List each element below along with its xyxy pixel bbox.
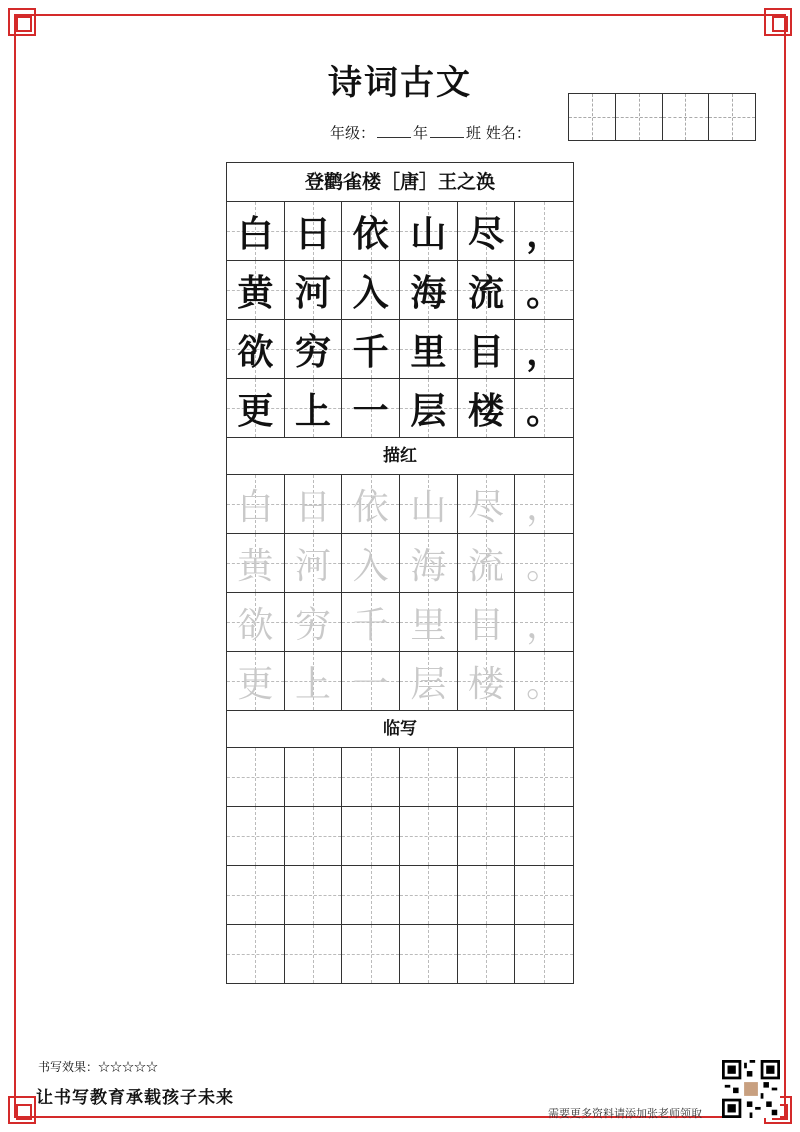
grid-row — [227, 379, 573, 438]
character: 白 — [237, 486, 274, 528]
contact-note: 需要更多资料请添加张老师领取 — [548, 1107, 702, 1120]
corner-ornament — [764, 8, 792, 36]
grid-cell[interactable] — [400, 748, 458, 806]
character: 一 — [352, 389, 389, 432]
character: 千 — [352, 604, 389, 646]
grid-cell — [285, 202, 343, 260]
grid-cell — [400, 652, 458, 710]
character: 层 — [410, 663, 447, 705]
grid-row — [227, 261, 573, 320]
character: 流 — [468, 271, 505, 314]
grid-cell — [227, 652, 285, 710]
grid-cell — [458, 320, 516, 378]
character: ， — [526, 604, 563, 646]
student-info — [330, 122, 531, 143]
grid-row — [227, 475, 573, 534]
character: 目 — [468, 330, 505, 373]
character: 欲 — [237, 330, 274, 373]
character: 更 — [237, 389, 274, 432]
grid-cell — [227, 593, 285, 651]
grid-cell — [342, 652, 400, 710]
character: 海 — [410, 545, 447, 587]
grid-cell — [458, 652, 516, 710]
grade-label: 年级： — [330, 124, 376, 142]
character: 日 — [295, 212, 332, 255]
grid-cell[interactable] — [400, 866, 458, 924]
character: 黄 — [237, 271, 274, 314]
character: 穷 — [295, 330, 332, 373]
grid-cell — [400, 593, 458, 651]
model-text-grid — [227, 202, 573, 438]
grid-cell — [285, 534, 343, 592]
grid-cell[interactable] — [342, 807, 400, 865]
practice-sheet — [226, 162, 574, 984]
grid-cell — [227, 261, 285, 319]
character: 楼 — [468, 663, 505, 705]
grid-cell[interactable] — [515, 748, 573, 806]
grid-cell[interactable] — [342, 866, 400, 924]
copy-section-title: 临写 — [227, 711, 573, 748]
grid-cell — [515, 652, 573, 710]
grid-cell — [342, 534, 400, 592]
name-cell[interactable] — [663, 94, 710, 140]
grid-cell — [515, 320, 573, 378]
character: 海 — [410, 271, 447, 314]
grid-cell[interactable] — [515, 807, 573, 865]
name-cell[interactable] — [616, 94, 663, 140]
character: 河 — [295, 545, 332, 587]
character: 尽 — [468, 486, 505, 528]
grid-cell — [342, 320, 400, 378]
grid-cell[interactable] — [458, 748, 516, 806]
grid-row — [227, 534, 573, 593]
grid-cell[interactable] — [458, 925, 516, 983]
grid-cell — [227, 534, 285, 592]
grid-cell — [342, 475, 400, 533]
grid-cell — [342, 593, 400, 651]
character: 依 — [352, 212, 389, 255]
character: 入 — [352, 545, 389, 587]
slogan: 让书写教育承载孩子未来 — [36, 1088, 234, 1108]
class-blank[interactable] — [430, 125, 464, 138]
grid-cell[interactable] — [458, 866, 516, 924]
grid-row — [227, 807, 573, 866]
corner-ornament — [8, 8, 36, 36]
year-label: 年 — [413, 124, 429, 142]
grid-cell[interactable] — [458, 807, 516, 865]
grid-cell — [458, 379, 516, 437]
character: 河 — [295, 271, 332, 314]
grid-cell — [342, 261, 400, 319]
grid-cell — [515, 261, 573, 319]
grid-cell — [227, 320, 285, 378]
corner-ornament — [8, 1096, 36, 1124]
grid-cell — [400, 320, 458, 378]
grid-cell — [285, 261, 343, 319]
trace-section-title: 描红 — [227, 438, 573, 475]
grid-cell — [285, 593, 343, 651]
character: 入 — [352, 271, 389, 314]
character: 。 — [526, 663, 563, 705]
grid-cell — [515, 202, 573, 260]
character: 一 — [352, 663, 389, 705]
name-writing-box[interactable] — [568, 93, 756, 141]
grid-cell — [400, 379, 458, 437]
character: 白 — [237, 212, 274, 255]
grid-row — [227, 320, 573, 379]
grid-row — [227, 652, 573, 711]
character: 里 — [410, 604, 447, 646]
grid-row — [227, 925, 573, 983]
character: 日 — [295, 486, 332, 528]
grid-cell[interactable] — [227, 748, 285, 806]
poem-heading: 登鹳雀楼［唐］王之涣 — [227, 163, 573, 202]
grid-cell[interactable] — [515, 866, 573, 924]
grid-cell[interactable] — [285, 866, 343, 924]
character: 楼 — [468, 389, 505, 432]
grid-cell — [458, 475, 516, 533]
name-label: 姓名： — [485, 124, 531, 142]
character: 流 — [468, 545, 505, 587]
character: 。 — [526, 271, 563, 314]
grid-cell — [285, 652, 343, 710]
grid-cell[interactable] — [285, 748, 343, 806]
grid-row — [227, 866, 573, 925]
grid-cell — [400, 202, 458, 260]
character: 欲 — [237, 604, 274, 646]
character: 山 — [410, 486, 447, 528]
grid-cell — [458, 261, 516, 319]
qr-code-icon — [722, 1060, 780, 1118]
grid-cell[interactable] — [342, 925, 400, 983]
character: 黄 — [237, 545, 274, 587]
copy-grid — [227, 748, 573, 983]
grid-cell[interactable] — [227, 866, 285, 924]
character: 目 — [468, 604, 505, 646]
grid-cell[interactable] — [227, 807, 285, 865]
character: 。 — [526, 389, 563, 432]
grid-cell[interactable] — [285, 807, 343, 865]
grid-cell — [342, 202, 400, 260]
grid-cell — [342, 379, 400, 437]
grid-cell — [400, 475, 458, 533]
class-label: 班 — [466, 124, 482, 142]
character: 依 — [352, 486, 389, 528]
grade-blank[interactable] — [377, 125, 411, 138]
character: 里 — [410, 330, 447, 373]
page-title: 诗词古文 — [328, 63, 472, 103]
grid-cell[interactable] — [515, 925, 573, 983]
character: 上 — [295, 389, 332, 432]
character: 山 — [410, 212, 447, 255]
character: 上 — [295, 663, 332, 705]
character: 层 — [410, 389, 447, 432]
grid-cell — [515, 534, 573, 592]
grid-cell[interactable] — [227, 925, 285, 983]
grid-cell — [458, 593, 516, 651]
character: 千 — [352, 330, 389, 373]
grid-cell — [515, 593, 573, 651]
name-cell[interactable] — [569, 94, 616, 140]
character: 尽 — [468, 212, 505, 255]
name-cell[interactable] — [709, 94, 755, 140]
grid-cell — [285, 379, 343, 437]
grid-row — [227, 593, 573, 652]
trace-grid — [227, 475, 573, 711]
character: ， — [526, 486, 563, 528]
grid-cell — [227, 202, 285, 260]
grid-cell — [458, 534, 516, 592]
grid-cell[interactable] — [342, 748, 400, 806]
grid-cell[interactable] — [400, 807, 458, 865]
grid-cell — [515, 379, 573, 437]
grid-cell — [400, 261, 458, 319]
grid-cell[interactable] — [285, 925, 343, 983]
grid-cell — [515, 475, 573, 533]
character: ， — [526, 212, 563, 255]
character: 更 — [237, 663, 274, 705]
grid-cell[interactable] — [400, 925, 458, 983]
grid-cell — [285, 475, 343, 533]
character: 穷 — [295, 604, 332, 646]
grid-row — [227, 748, 573, 807]
writing-effect-rating: 书写效果：☆☆☆☆☆ — [38, 1060, 159, 1074]
grid-row — [227, 202, 573, 261]
grid-cell — [458, 202, 516, 260]
character: 。 — [526, 545, 563, 587]
grid-cell — [227, 475, 285, 533]
character: ， — [526, 330, 563, 373]
grid-cell — [285, 320, 343, 378]
grid-cell — [227, 379, 285, 437]
grid-cell — [400, 534, 458, 592]
